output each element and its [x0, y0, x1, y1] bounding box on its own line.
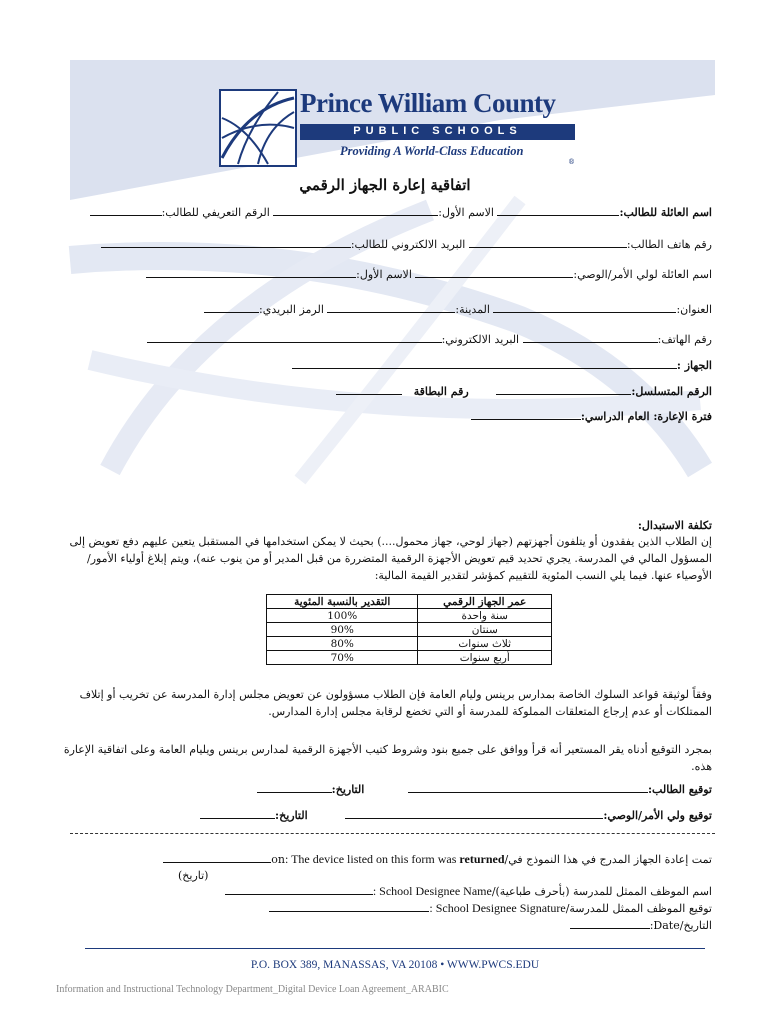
guardian-signature-label: توقيع ولي الأمر/الوصي: [603, 809, 712, 822]
designee-signature-ar: توقيع الموظف الممثل للمدرسة/ [565, 902, 712, 915]
serial-label: الرقم المتسلسل: [631, 385, 712, 398]
row-guardian-name [146, 267, 712, 281]
designee-signature-en: : School Designee Signature [429, 901, 566, 915]
designee-name-ar: اسم الموظف الممثل للمدرسة (بأحرف طباعية)/ [491, 885, 712, 898]
row-address [204, 302, 712, 316]
table-row [267, 623, 552, 637]
table-cell: سنة واحدة [418, 609, 552, 623]
row-student-name [90, 205, 712, 219]
conduct-paragraph: وفقاً لوثيقة قواعد السلوك الخاصة بمدارس برينس وليام العامة فإن الطلاب مسؤولون عن تعويض مجلس إدارة المدرسة عن تخريب أو إتلاف الممتلكات أو عدم إرجاع المتعلقات المملوكة للمدرسة أو التي تخضع لرقابة مجلس إدارة المدارس. [79, 688, 712, 718]
row-guardian-signature [200, 808, 712, 822]
valuation-table [266, 594, 552, 665]
table-cell: 80% [267, 637, 418, 651]
returned-en-bold: returned [459, 852, 505, 866]
city-label: المدينة: [455, 303, 490, 316]
student-id-label: الرقم التعريفي للطالب: [161, 206, 270, 219]
row-serial [336, 384, 712, 398]
table-cell: سنتان [418, 623, 552, 637]
table-header: عمر الجهاز الرقمي [418, 595, 552, 609]
row-student-signature [257, 782, 712, 796]
agreement-paragraph: بمجرد التوقيع أدناه يقر المستعير أنه قرأ ووافق على جميع بنود وشروط كتيب الأجهزة الرقمية لمدارس برينس ويليام العامة وعلى اتفاقية الإعارة هذه. [63, 743, 712, 773]
student-first-label: الاسم الأول: [438, 206, 494, 219]
student-first-line[interactable] [273, 205, 438, 216]
cut-divider [70, 833, 715, 834]
student-date-label: التاريخ: [331, 783, 365, 796]
replacement-paragraph: إن الطلاب الذين يفقدون أو يتلفون أجهزتهم (جهاز لوحي، جهاز محمول....) بحيث لا يمكن استخدامها في المستقبل يتعين عليهم دفع تعويض إلى المسؤول المالي في المدرسة. يجري تحديد قيم تعويض الأجهزة الرقمية المتضررة من قبل المدير أو من ينوب عنه)، ويتم إبلاغ أولياء الأمور/الأوصياء عنها. فيما يلي النسب المئوية للتقييم كمؤشر لتقدير القيمة المالية: [69, 535, 712, 582]
row-returned [163, 852, 712, 867]
student-signature-line[interactable] [408, 782, 648, 793]
guardian-signature-line[interactable] [345, 808, 603, 819]
logo-title: Prince William County [300, 88, 556, 118]
guardian-date-line[interactable] [200, 808, 275, 819]
email-line[interactable] [147, 332, 442, 343]
designee-signature-line[interactable] [269, 901, 429, 912]
phone-label: رقم الهاتف: [657, 333, 712, 346]
guardian-last-line[interactable] [415, 267, 573, 278]
row-device [292, 358, 712, 372]
table-cell: أربع سنوات [418, 651, 552, 665]
tag-label: رقم البطاقة [413, 385, 469, 398]
footer-rule [85, 948, 705, 949]
student-date-line[interactable] [257, 782, 332, 793]
returned-en-text: : The device listed on this form was [284, 852, 460, 866]
table-cell: 70% [267, 651, 418, 665]
loan-period-label: فترة الإعارة: العام الدراسي: [580, 410, 712, 423]
guardian-first-line[interactable] [146, 267, 356, 278]
row-phone-email [147, 332, 712, 346]
returned-en [285, 852, 505, 866]
loan-period-line[interactable] [471, 409, 581, 420]
logo-mark: ® [568, 158, 575, 166]
zip-label: الرمز البريدي: [259, 303, 324, 316]
student-last-line[interactable] [497, 205, 619, 216]
address-label: العنوان: [676, 303, 712, 316]
form-title: اتفاقية إعارة الجهاز الرقمي [299, 176, 471, 194]
row-designee-name [225, 884, 712, 899]
logo [218, 88, 578, 168]
logo-tagline: Providing A World-Class Education [340, 144, 524, 158]
tag-line[interactable] [336, 384, 402, 395]
row-return-date [570, 918, 712, 932]
table-row [267, 609, 552, 623]
guardian-date-label: التاريخ: [275, 809, 308, 822]
zip-line[interactable] [204, 302, 259, 313]
return-date-line[interactable] [570, 918, 650, 929]
returned-date-caption: (تاريخ) [178, 869, 209, 882]
footer-address: P.O. BOX 389, MANASSAS, VA 20108 • WWW.PWCS.EDU [250, 959, 540, 971]
guardian-last-label: اسم العائلة لولي الأمر/الوصي: [573, 268, 712, 281]
return-date-label: التاريخ/Date: [649, 919, 712, 932]
footer-department: Information and Instructional Technology Department_Digital Device Loan Agreement_ARABIC [56, 984, 449, 995]
student-email-line[interactable] [101, 237, 351, 248]
designee-name-line[interactable] [225, 884, 373, 895]
guardian-first-label: الاسم الأول: [356, 268, 412, 281]
address-line[interactable] [493, 302, 676, 313]
designee-name-en: : School Designee Name [372, 884, 492, 898]
student-last-label: اسم العائلة للطالب: [619, 206, 712, 219]
table-cell: ثلاث سنوات [418, 637, 552, 651]
table-row [267, 637, 552, 651]
row-designee-signature [269, 901, 712, 916]
serial-line[interactable] [496, 384, 631, 395]
email-label: البريد الالكتروني: [441, 333, 520, 346]
globe-logo-icon [218, 88, 298, 168]
row-loan-period [471, 409, 712, 423]
student-id-line[interactable] [90, 205, 162, 216]
row-student-contact [101, 237, 712, 251]
student-phone-line[interactable] [469, 237, 627, 248]
table-header: التقدير بالنسبة المئوية [267, 595, 418, 609]
device-line[interactable] [292, 358, 677, 369]
logo-subtitle: PUBLIC SCHOOLS [353, 125, 522, 137]
student-signature-label: توقيع الطالب: [647, 783, 712, 796]
device-label: الجهاز : [676, 359, 712, 372]
student-email-label: البريد الالكتروني للطالب: [350, 238, 466, 251]
replacement-heading: تكلفة الاستبدال: [637, 519, 712, 532]
table-header-row [267, 595, 552, 609]
city-line[interactable] [327, 302, 455, 313]
phone-line[interactable] [523, 332, 658, 343]
table-row [267, 651, 552, 665]
returned-date-line[interactable] [163, 852, 271, 863]
table-cell: 90% [267, 623, 418, 637]
returned-ar: تمت إعادة الجهاز المدرج في هذا النموذج في/on [271, 853, 712, 866]
student-phone-label: رقم هاتف الطالب: [626, 238, 712, 251]
table-cell: 100% [267, 609, 418, 623]
